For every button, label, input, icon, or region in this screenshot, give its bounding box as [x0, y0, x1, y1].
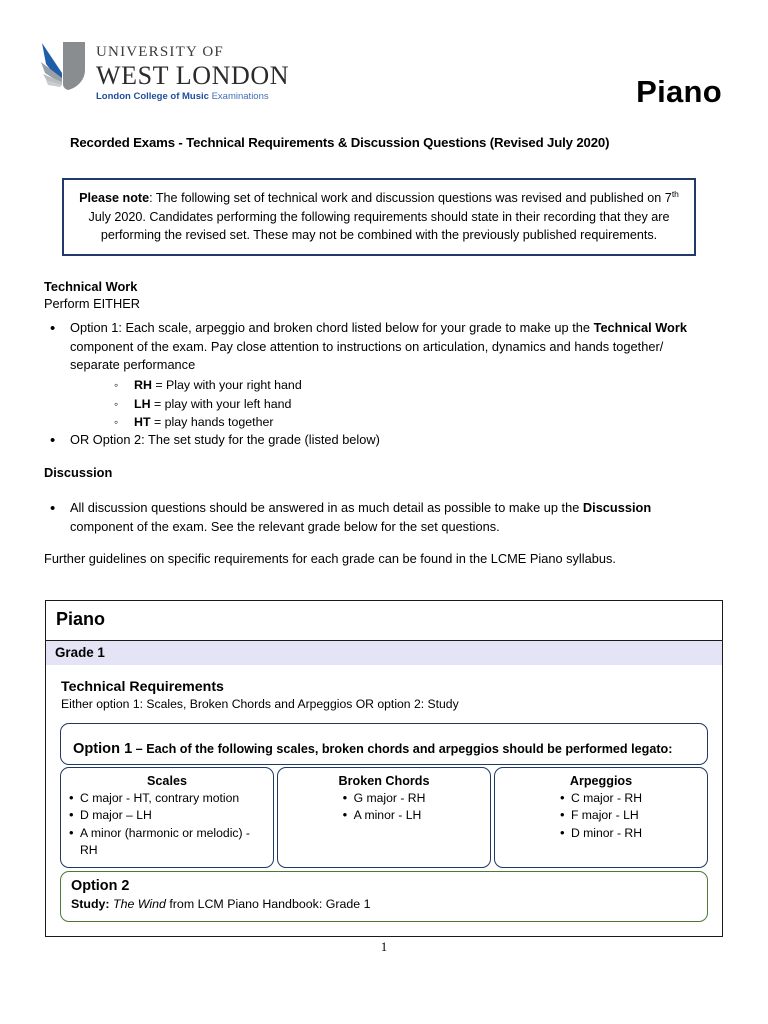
- option-1-bold: Technical Work: [593, 320, 687, 335]
- discussion-text-a: All discussion questions should be answered in as much detail as possible to make up the: [70, 500, 583, 515]
- ht-def: = play hands together: [150, 415, 274, 430]
- list-item-lh: [110, 395, 714, 414]
- column-broken-chords: [277, 767, 491, 868]
- uwl-shield-logo-icon: [38, 40, 90, 92]
- list-item: • C major - RH: [560, 790, 642, 807]
- please-note-text-1: : The following set of technical work and discussion questions was revised and published on 7: [149, 191, 672, 206]
- rh-abbr: RH: [134, 378, 152, 393]
- discussion-bullet: [44, 499, 709, 536]
- technical-requirements-subtitle: Either option 1: Scales, Broken Chords and Arpeggios OR option 2: Study: [61, 697, 459, 711]
- column-broken-chords-title: Broken Chords: [338, 774, 430, 788]
- rh-def: = Play with your right hand: [151, 378, 302, 393]
- please-note-label: Please note: [79, 191, 150, 206]
- study-title: The Wind: [113, 897, 166, 912]
- column-scales-title: Scales: [147, 774, 187, 788]
- logo-line-lcm: [96, 92, 289, 102]
- option-1-description: – Each of the following scales, broken chords and arpeggios should be performed legato:: [132, 742, 673, 756]
- list-item: • A minor (harmonic or melodic) - RH: [69, 825, 265, 860]
- column-arpeggios-title: Arpeggios: [569, 774, 633, 788]
- university-logo: [38, 40, 289, 102]
- column-broken-chords-list: [343, 790, 426, 825]
- list-item: • F major - LH: [560, 807, 642, 824]
- discussion-bullets: [44, 499, 709, 536]
- technical-work-bullets: [44, 319, 714, 432]
- column-scales-list: [69, 790, 265, 859]
- discussion-text-b: component of the exam. See the relevant grade below for the set questions.: [70, 518, 500, 534]
- further-guidelines-line: Further guidelines on specific requirements for each grade can be found in the LCME Piano syllabus.: [44, 551, 616, 566]
- table-body: [46, 665, 722, 936]
- option-2-label: Option 2: [71, 878, 130, 895]
- please-note-text-2: July 2020. Candidates performing the following requirements should state in their recording that they are performing the revised set. These may not be combined with the previously published requirements.: [88, 209, 670, 243]
- column-arpeggios-list: [560, 790, 642, 842]
- option-1-label: Option 1: [73, 741, 133, 757]
- option-1-bullet: [44, 319, 714, 432]
- list-item-ht: [110, 413, 714, 432]
- discussion-heading: Discussion: [44, 465, 113, 480]
- lcm-regular-text: Examinations: [211, 91, 269, 103]
- study-label: Study:: [71, 897, 110, 912]
- list-item-rh: [110, 376, 714, 395]
- lcm-bold-text: London College of Music: [96, 91, 209, 103]
- option-2-bullet-list: [44, 431, 714, 450]
- technical-requirements-title: Technical Requirements: [61, 679, 224, 695]
- option-1-text-a: Option 1: Each scale, arpeggio and broken chord listed below for your grade to make up the: [70, 320, 594, 335]
- technical-work-heading: Technical Work: [44, 279, 138, 294]
- please-note-box: [62, 178, 696, 256]
- option-2-bullet: • OR Option 2: The set study for the grade (listed below): [44, 431, 714, 450]
- page-number: 1: [380, 940, 388, 954]
- list-item: • D major – LH: [69, 807, 265, 824]
- hand-abbreviation-list: [110, 376, 714, 432]
- perform-either-line: Perform EITHER: [44, 296, 140, 311]
- option-1-box: [60, 723, 708, 765]
- discussion-bold: Discussion: [582, 500, 652, 515]
- logo-line-university-of: UNIVERSITY OF: [96, 44, 224, 60]
- option-2-box: [60, 871, 708, 921]
- lh-def: = play with your left hand: [150, 396, 292, 411]
- page-header: [0, 28, 768, 118]
- table-row-instrument: Piano: [46, 601, 722, 641]
- requirement-columns: [60, 767, 708, 868]
- list-item: • C major - HT, contrary motion: [69, 790, 265, 807]
- page-title: Piano: [636, 74, 722, 109]
- option-2-study-line: [71, 896, 697, 913]
- study-rest: from LCM Piano Handbook: Grade 1: [165, 897, 371, 912]
- table-row-grade: Grade 1: [46, 641, 722, 665]
- please-note-ordinal: th: [671, 189, 679, 199]
- list-item: • G major - RH: [343, 790, 426, 807]
- option-1-text-b: component of the exam. Pay close attention to instructions on articulation, dynamics and hands together/ separate performance: [70, 338, 664, 373]
- list-item: • A minor - LH: [343, 807, 426, 824]
- ht-abbr: HT: [134, 415, 151, 430]
- list-item: • D minor - RH: [560, 825, 642, 842]
- document-subtitle: Recorded Exams - Technical Requirements & Discussion Questions (Revised July 2020): [70, 135, 610, 150]
- lh-abbr: LH: [134, 396, 151, 411]
- column-scales: [60, 767, 274, 868]
- column-arpeggios: [494, 767, 708, 868]
- piano-requirements-table: [45, 600, 723, 937]
- logo-wordmark: [96, 40, 289, 102]
- logo-line-west-london: WEST LONDON: [96, 60, 290, 90]
